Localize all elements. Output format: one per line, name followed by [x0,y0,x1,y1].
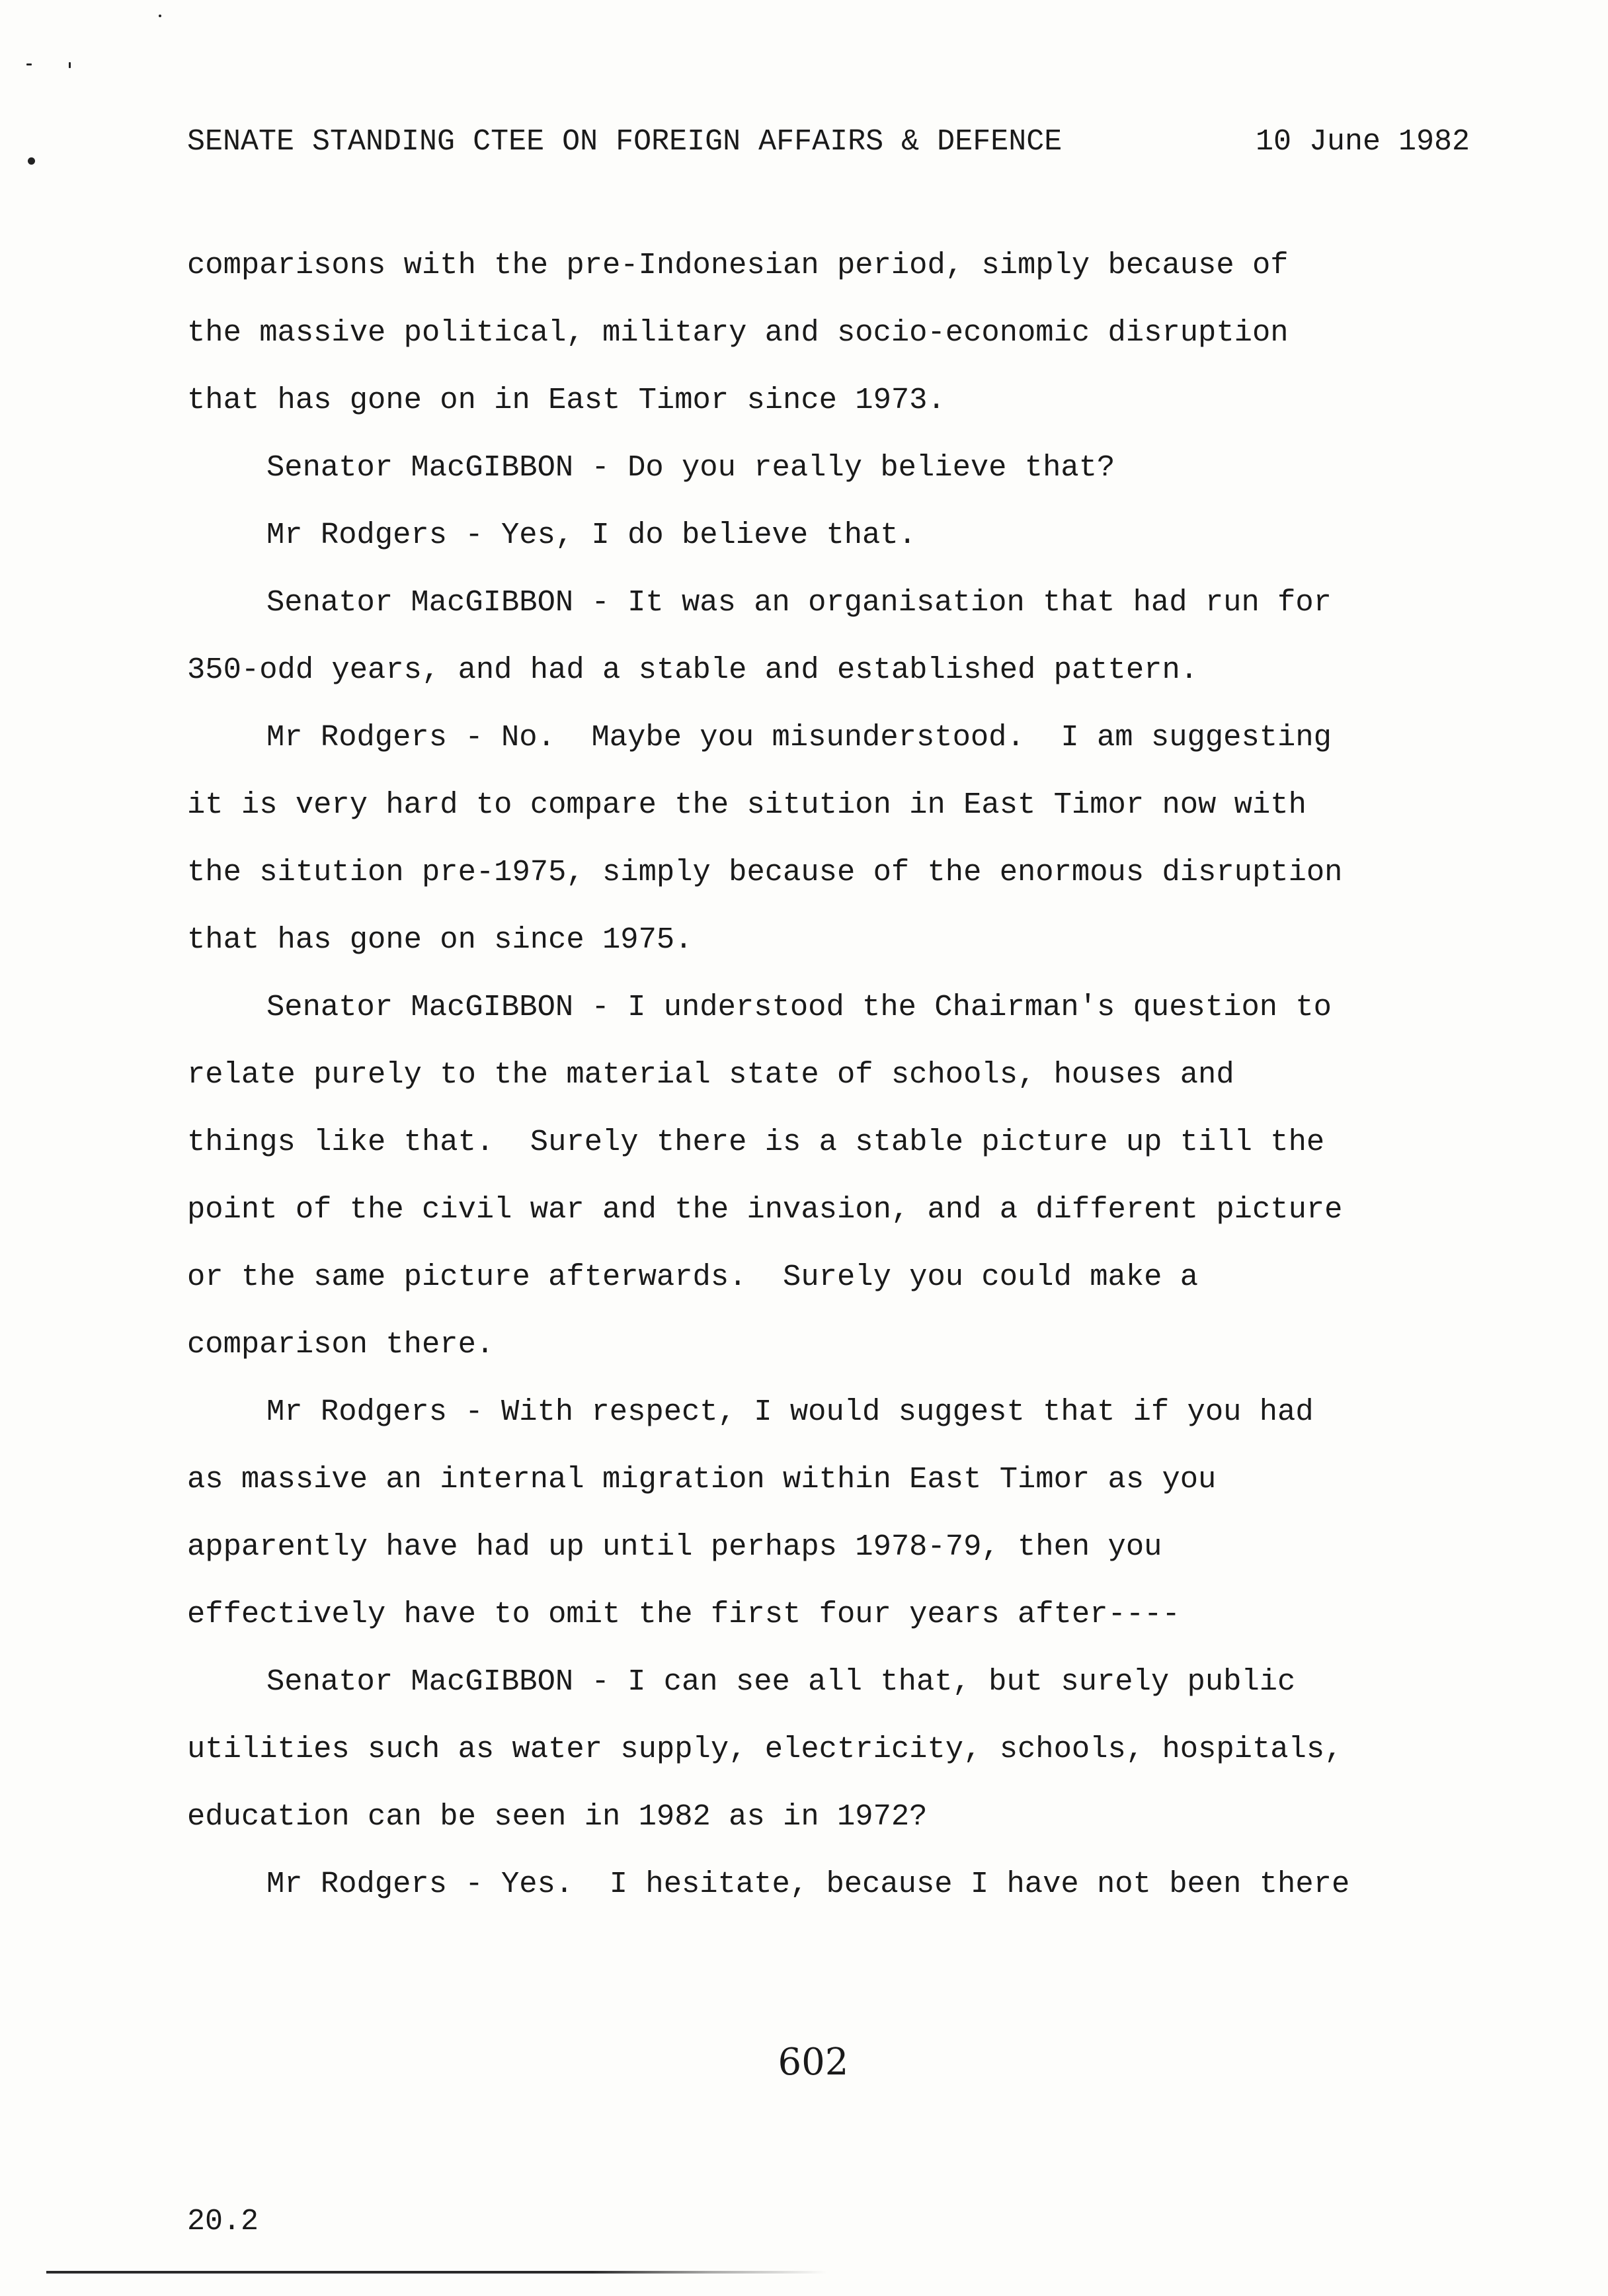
footer-code: 20.2 [187,2205,259,2238]
speaker-line: Senator MacGIBBON - I can see all that, but surely public [266,1664,1296,1699]
text-line: or the same picture afterwards. Surely you could make a [187,1260,1199,1294]
text-line: comparisons with the pre-Indonesian period, simply because of [187,248,1289,282]
speaker-line: Senator MacGIBBON - I understood the Chairman's question to [266,990,1332,1024]
text-line: as massive an internal migration within East Timor as you [187,1462,1217,1496]
page-header [187,119,1470,165]
speaker-line: Mr Rodgers - With respect, I would suggest that if you had [266,1395,1314,1429]
text-line: that has gone on since 1975. [187,922,693,957]
scan-speck [159,15,161,17]
text-line: the sitution pre-1975, simply because of the enormous disruption [187,855,1343,889]
text-line: comparison there. [187,1327,495,1362]
speaker-line: Mr Rodgers - Yes, I do believe that. [266,518,916,552]
bottom-rule [46,2271,826,2274]
header-date: 10 June 1982 [1255,125,1470,159]
header-title: SENATE STANDING CTEE ON FOREIGN AFFAIRS & DEFENCE [187,125,1063,159]
scan-speck [69,62,71,68]
text-line: things like that. Surely there is a stable picture up till the [187,1125,1325,1159]
text-line: effectively have to omit the first four years after---- [187,1597,1180,1631]
text-line: utilities such as water supply, electricity, schools, hospitals, [187,1732,1343,1766]
text-line: relate purely to the material state of schools, houses and [187,1057,1234,1092]
scan-speck [28,157,35,165]
text-line: that has gone on in East Timor since 1973. [187,383,945,417]
page-number: 602 [778,2041,849,2084]
speaker-line: Senator MacGIBBON - Do you really believe that? [266,450,1115,485]
text-line: education can be seen in 1982 as in 1972? [187,1799,928,1834]
text-line: it is very hard to compare the sitution in East Timor now with [187,788,1306,822]
scan-speck [26,63,32,65]
text-line: 350-odd years, and had a stable and established pattern. [187,653,1199,687]
text-line: point of the civil war and the invasion, and a different picture [187,1192,1343,1227]
text-line: the massive political, military and socio-economic disruption [187,315,1289,350]
speaker-line: Mr Rodgers - Yes. I hesitate, because I have not been there [266,1867,1350,1901]
speaker-line: Senator MacGIBBON - It was an organisation that had run for [266,585,1332,620]
text-line: apparently have had up until perhaps 1978-79, then you [187,1530,1162,1564]
speaker-line: Mr Rodgers - No. Maybe you misunderstood. I am suggesting [266,720,1332,755]
